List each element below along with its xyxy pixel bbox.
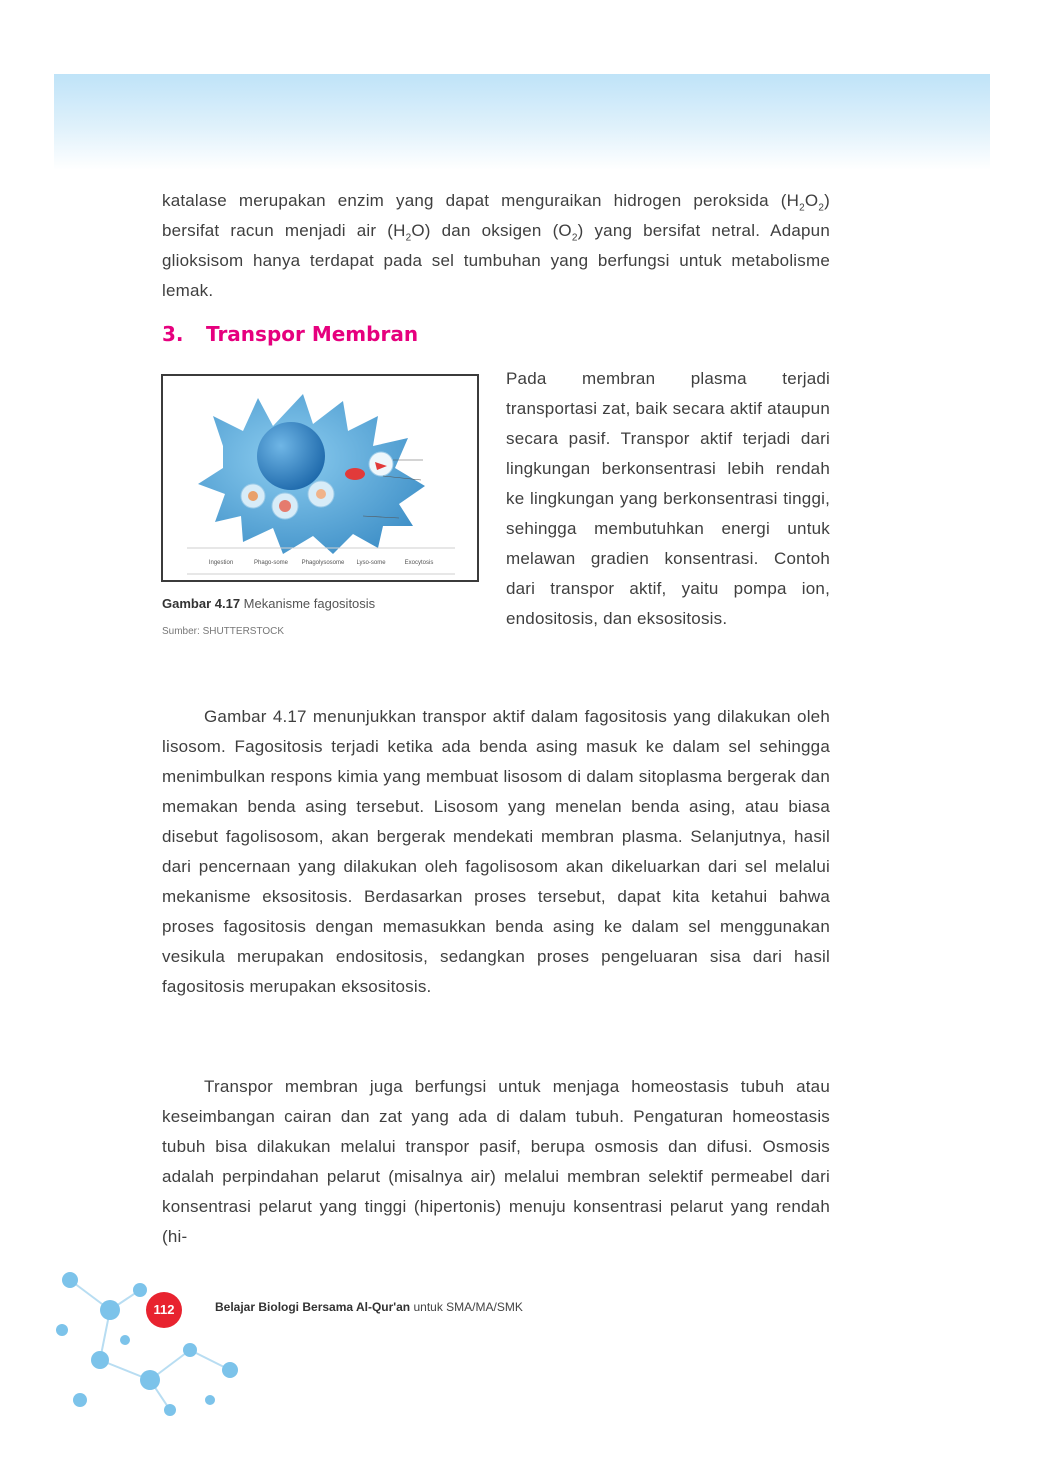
header-band xyxy=(54,74,990,170)
stage-label: Ingestion xyxy=(208,560,234,566)
figure-caption xyxy=(162,596,375,611)
paragraph-3-text: Gambar 4.17 menunjukkan transpor aktif dalam fagositosis yang dilakukan oleh lisosom. Fagositosis terjadi ketika ada benda asing masuk ke dalam sel sehingga menimbulkan respons kimia yang membuat lisosom di dalam sitoplasma bergerak dan memakan benda asing tersebut. Lisosom yang menelan benda asing, atau biasa disebut fagolisosom, akan bergerak mendekati membran plasma. Selanjutnya, hasil dari pencernaan yang dilakukan oleh fagolisosom akan dikeluarkan dari sel melalui mekanisme eksositosis. Berdasarkan proses tersebut, dapat kita ketahui bahwa proses fagositosis dengan memasukkan benda asing ke dalam sel menggunakan vesikula merupakan endositosis, sedangkan proses pengeluaran sisa dari hasil fagositosis merupakan eksositosis. xyxy=(162,707,830,996)
figure-phagocytosis xyxy=(161,374,479,582)
stage-label: Exocytosis xyxy=(404,560,434,566)
figure-caption-text: Mekanisme fagositosis xyxy=(243,596,376,611)
nucleus xyxy=(257,422,325,490)
section-title: Transpor Membran xyxy=(206,322,419,346)
book-title-rest: untuk SMA/MA/SMK xyxy=(413,1300,523,1314)
stage-label: Lyso-some xyxy=(356,560,386,566)
section-number: 3. xyxy=(162,322,184,346)
figure-caption-label: Gambar 4.17 xyxy=(162,596,241,611)
page-number: 112 xyxy=(146,1292,182,1328)
molecule-decoration xyxy=(40,1250,260,1420)
stage-label: Phagolysosome xyxy=(301,560,345,566)
section-heading xyxy=(162,322,418,346)
paragraph-4-text: Transpor membran juga berfungsi untuk menjaga homeostasis tubuh atau keseimbangan cairan dan zat yang ada di dalam tubuh. Pengaturan homeostasis tubuh bisa dilakukan melalui transpor pasif, berupa osmosis dan difusi. Osmosis adalah perpindahan pelarut (misalnya air) melalui membran selektif permeabel dari konsentrasi pelarut yang tinggi (hipertonis) menuju konsentrasi pelarut yang rendah (hi- xyxy=(162,1077,830,1246)
figure-source: Sumber: SHUTTERSTOCK xyxy=(162,626,285,637)
phagocytosis-illustration xyxy=(163,376,477,580)
paragraph-1: katalase merupakan enzim yang dapat menguraikan hidrogen peroksida $(H_2O_2)$ bersifat racun menjadi air $(H_2O)$ dan oksigen $(O_2)$ yang bersifat netral. Adapun glioksisom hanya terdapat pada sel tumbuhan yang berfungsi untuk metabolisme lemak. xyxy=(162,191,830,300)
paragraph-4 xyxy=(162,1072,830,1252)
paragraph-2: Pada membran plasma terjadi transportasi zat, baik secara aktif ataupun secara pasif. Transpor aktif terjadi dari lingkungan berkonsentrasi lebih rendah ke lingkungan yang berkonsentrasi tinggi, sehingga membutuhkan energi untuk melawan gradien konsentrasi. Contoh dari transpor aktif, yaitu pompa ion, endositosis, dan eksositosis. xyxy=(506,369,830,628)
paragraph-3 xyxy=(162,702,830,1002)
book-title xyxy=(215,1300,523,1314)
book-title-bold: Belajar Biologi Bersama Al-Qur'an xyxy=(215,1300,411,1314)
stage-label: Phago-some xyxy=(253,560,289,566)
